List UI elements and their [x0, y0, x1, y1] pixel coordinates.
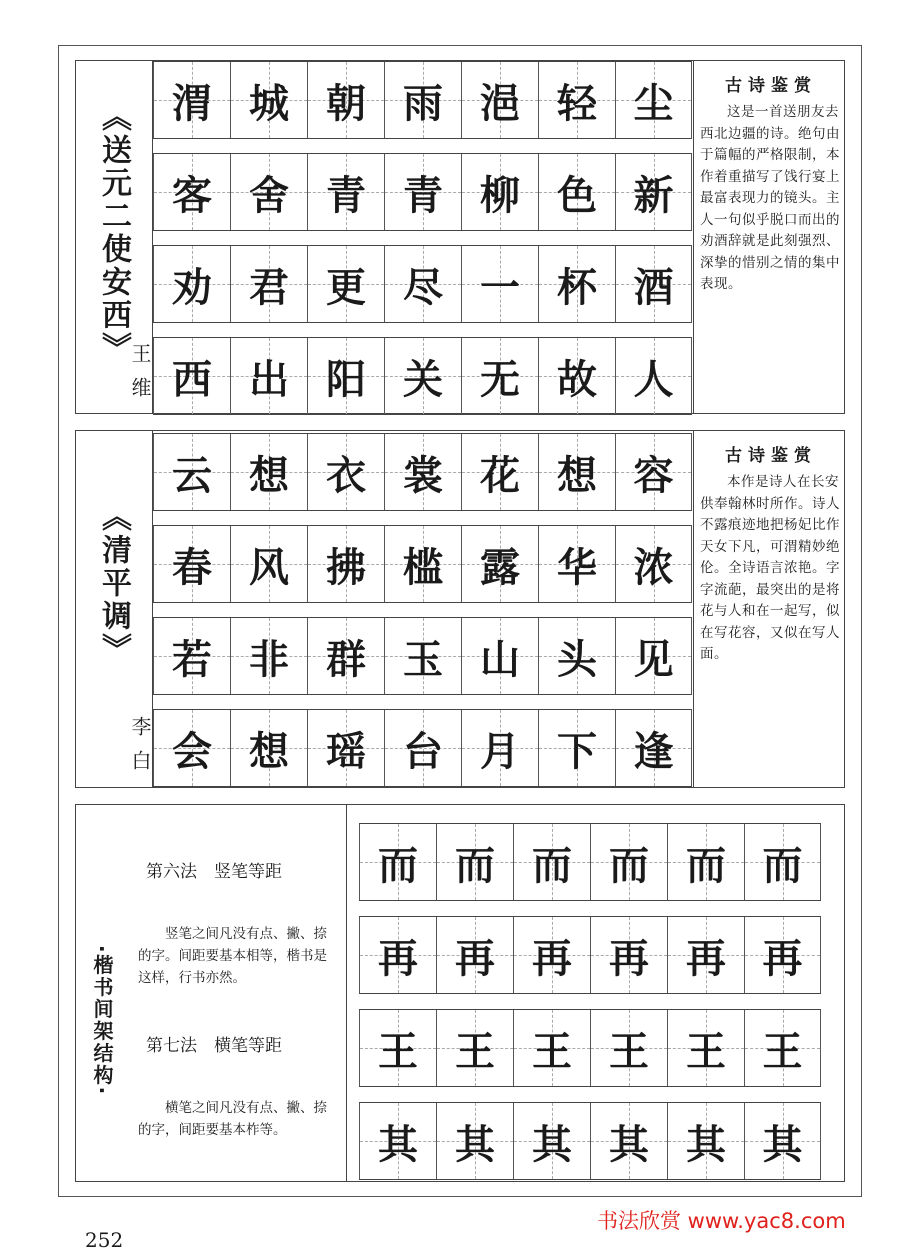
grid-cell: [153, 154, 230, 230]
grid-cell: [230, 618, 307, 694]
character: 露: [480, 544, 520, 591]
character: 而: [609, 842, 649, 889]
character: 衣: [326, 452, 366, 499]
character: 华: [557, 544, 597, 591]
character: 客: [172, 172, 212, 219]
grid-cell: [384, 710, 461, 786]
character: 出: [249, 356, 289, 403]
character: 王: [532, 1028, 572, 1075]
grid-cell: [538, 434, 615, 510]
character: 月: [480, 728, 520, 775]
character: 会: [172, 728, 212, 775]
character: 君: [249, 264, 289, 311]
grid-cell: [590, 824, 667, 900]
character: 尘: [633, 80, 674, 127]
grid-row: [153, 525, 692, 603]
grid-cell: [538, 246, 615, 322]
character: 而: [378, 842, 418, 889]
character: 其: [609, 1121, 649, 1168]
grid-cell: [513, 1010, 590, 1086]
grid-cell: [153, 434, 230, 510]
character: 容: [633, 452, 674, 499]
grid-cell: [615, 710, 692, 786]
character: 云: [172, 452, 212, 499]
character: 再: [609, 935, 649, 982]
character: 山: [480, 636, 520, 683]
character: 尽: [403, 264, 443, 311]
character: 想: [249, 452, 289, 499]
grid-cell: [461, 338, 538, 414]
character: 其: [455, 1121, 495, 1168]
divider: [346, 805, 347, 1181]
grid-row: [153, 617, 692, 695]
note-text: 这是一首送朋友去西北边疆的诗。绝句由于篇幅的严格限制，本作着重描写了饯行宴上最富表现力的镜头。主人一句似乎脱口而出的劝酒辞就是此刻强烈、深挚的惜别之情的集中表现。: [700, 104, 840, 292]
grid-cell: [384, 526, 461, 602]
grid-cell: [667, 824, 744, 900]
character: 新: [633, 172, 674, 219]
grid-cell: [461, 246, 538, 322]
grid-row: [359, 1009, 821, 1087]
grid-row: [153, 433, 692, 511]
method-text: 竖笔之间凡没有点、撇、捺的字。间距要基本相等，楷书是这样，行书亦然。: [138, 926, 327, 986]
character: 柳: [480, 172, 520, 219]
method-title: 第七法 横笔等距: [146, 1036, 282, 1056]
grid-cell: [538, 618, 615, 694]
note-text: 本作是诗人在长安供奉翰林时所作。诗人不露痕迹地把杨妃比作天女下凡，可渭精妙绝伦。全诗语言浓艳。字字流葩，最突出的是将花与人和在一起写，似在写花容，又似在写人面。: [700, 474, 840, 662]
title-column: [76, 61, 153, 413]
grid-cell: [384, 62, 461, 138]
grid-cell: [153, 526, 230, 602]
character: 无: [480, 356, 520, 403]
character: 下: [557, 728, 597, 775]
character: 杯: [557, 264, 597, 311]
grid-cell: [744, 824, 821, 900]
structure-section: [75, 804, 845, 1182]
grid-cell: [153, 618, 230, 694]
grid-cell: [230, 246, 307, 322]
character: 再: [532, 935, 572, 982]
grid-cell: [436, 1103, 513, 1179]
character: 青: [326, 172, 366, 219]
grid-cell: [384, 246, 461, 322]
character: 非: [249, 636, 289, 683]
grid-cell: [744, 1103, 821, 1179]
character: 更: [326, 264, 366, 311]
method-title: 第六法 竖笔等距: [146, 862, 282, 882]
character: 裳: [403, 452, 443, 499]
grid-cell: [461, 154, 538, 230]
character: 王: [378, 1028, 418, 1075]
grid-row: [153, 709, 692, 787]
character: 见: [633, 636, 674, 683]
grid-cell: [615, 618, 692, 694]
grid-cell: [230, 154, 307, 230]
grid-cell: [436, 1010, 513, 1086]
character: 王: [609, 1028, 649, 1075]
character: 若: [172, 636, 212, 683]
grid-cell: [307, 154, 384, 230]
appreciation-note: [693, 61, 846, 413]
character: 而: [762, 842, 803, 889]
grid-cell: [538, 526, 615, 602]
grid-row: [359, 1102, 821, 1180]
grid-cell: [384, 434, 461, 510]
character: 阳: [326, 356, 366, 403]
grid-cell: [667, 1010, 744, 1086]
character: 劝: [172, 264, 212, 311]
section-label: ·楷书间架结构·: [90, 945, 114, 1097]
character: 想: [249, 728, 289, 775]
character: 人: [633, 356, 674, 403]
grid-cell: [307, 62, 384, 138]
character: 一: [480, 264, 520, 311]
grid-cell: [461, 62, 538, 138]
character: 槛: [403, 544, 443, 591]
grid-cell: [590, 1103, 667, 1179]
title-column: [76, 431, 153, 787]
grid-cell: [615, 246, 692, 322]
grid-cell: [230, 526, 307, 602]
grid-cell: [230, 710, 307, 786]
character: 头: [557, 636, 597, 683]
grid-row: [359, 823, 821, 901]
character: 城: [249, 80, 289, 127]
character: 花: [480, 452, 520, 499]
character: 春: [172, 544, 212, 591]
grid-cell: [384, 618, 461, 694]
character: 再: [762, 935, 803, 982]
grid-cell: [590, 917, 667, 993]
character: 轻: [557, 80, 597, 127]
grid-cell: [153, 338, 230, 414]
character: 王: [762, 1028, 803, 1075]
grid-row: [153, 245, 692, 323]
poem-section-1: [75, 60, 845, 414]
method-text: 横笔之间凡没有点、撇、捺的字，间距要基本柞等。: [138, 1100, 327, 1138]
character: 拂: [326, 544, 366, 591]
character: 酒: [633, 264, 674, 311]
grid-cell: [461, 618, 538, 694]
grid-cell: [590, 1010, 667, 1086]
grid-cell: [538, 338, 615, 414]
grid-cell: [615, 434, 692, 510]
character: 浓: [633, 544, 674, 591]
grid-cell: [538, 710, 615, 786]
character: 王: [686, 1028, 726, 1075]
grid-cell: [307, 338, 384, 414]
character: 雨: [403, 80, 443, 127]
grid-cell: [615, 154, 692, 230]
grid-cell: [461, 434, 538, 510]
page-number: 252: [85, 1228, 124, 1252]
grid-cell: [513, 917, 590, 993]
grid-cell: [307, 618, 384, 694]
character: 群: [326, 636, 366, 683]
character: 朝: [326, 80, 366, 127]
character: 再: [455, 935, 495, 982]
character: 其: [762, 1121, 803, 1168]
character: 王: [455, 1028, 495, 1075]
character: 西: [172, 356, 212, 403]
character: 而: [532, 842, 572, 889]
character: 色: [557, 172, 597, 219]
grid-cell: [436, 824, 513, 900]
grid-cell: [359, 917, 436, 993]
grid-cell: [384, 154, 461, 230]
character: 台: [403, 728, 443, 775]
grid-row: [153, 61, 692, 139]
grid-cell: [538, 62, 615, 138]
grid-row: [359, 916, 821, 994]
grid-cell: [230, 338, 307, 414]
character: 故: [557, 356, 597, 403]
character: 再: [686, 935, 726, 982]
character: 而: [455, 842, 495, 889]
grid-cell: [153, 710, 230, 786]
grid-cell: [744, 1010, 821, 1086]
grid-cell: [384, 338, 461, 414]
character: 舍: [249, 172, 289, 219]
character: 青: [403, 172, 443, 219]
character: 玉: [403, 636, 443, 683]
grid-cell: [307, 434, 384, 510]
grid-cell: [461, 710, 538, 786]
character: 瑶: [326, 728, 366, 775]
poem-author: 王维: [128, 343, 152, 411]
poem-author: 李白: [128, 716, 152, 784]
grid-row: [153, 153, 692, 231]
note-heading: 古诗鉴赏: [725, 76, 817, 96]
grid-cell: [153, 246, 230, 322]
grid-cell: [307, 246, 384, 322]
grid-cell: [461, 526, 538, 602]
poem-section-2: [75, 430, 845, 788]
character: 其: [378, 1121, 418, 1168]
character: 再: [378, 935, 418, 982]
grid-cell: [230, 62, 307, 138]
grid-cell: [230, 434, 307, 510]
grid-row: [153, 337, 692, 415]
grid-cell: [744, 917, 821, 993]
grid-cell: [615, 526, 692, 602]
grid-cell: [436, 917, 513, 993]
grid-cell: [615, 338, 692, 414]
character: 渭: [172, 80, 212, 127]
grid-cell: [359, 1010, 436, 1086]
character: 风: [249, 544, 289, 591]
grid-cell: [359, 824, 436, 900]
grid-cell: [538, 154, 615, 230]
grid-cell: [667, 917, 744, 993]
character: 逢: [633, 728, 674, 775]
character: 而: [686, 842, 726, 889]
watermark: 书法欣赏 www.yac8.com: [597, 1209, 846, 1233]
grid-cell: [153, 62, 230, 138]
grid-cell: [307, 526, 384, 602]
character: 想: [557, 452, 597, 499]
poem-title: 《送元二使安西》: [96, 101, 131, 365]
grid-cell: [513, 1103, 590, 1179]
character: 其: [532, 1121, 572, 1168]
note-heading: 古诗鉴赏: [725, 446, 817, 466]
grid-cell: [667, 1103, 744, 1179]
grid-cell: [359, 1103, 436, 1179]
grid-cell: [307, 710, 384, 786]
character: 浥: [480, 80, 520, 127]
grid-cell: [615, 62, 692, 138]
appreciation-note: [693, 431, 846, 787]
grid-cell: [513, 824, 590, 900]
poem-title: 《清平调》: [96, 501, 131, 666]
character: 其: [686, 1121, 726, 1168]
character: 关: [403, 356, 443, 403]
